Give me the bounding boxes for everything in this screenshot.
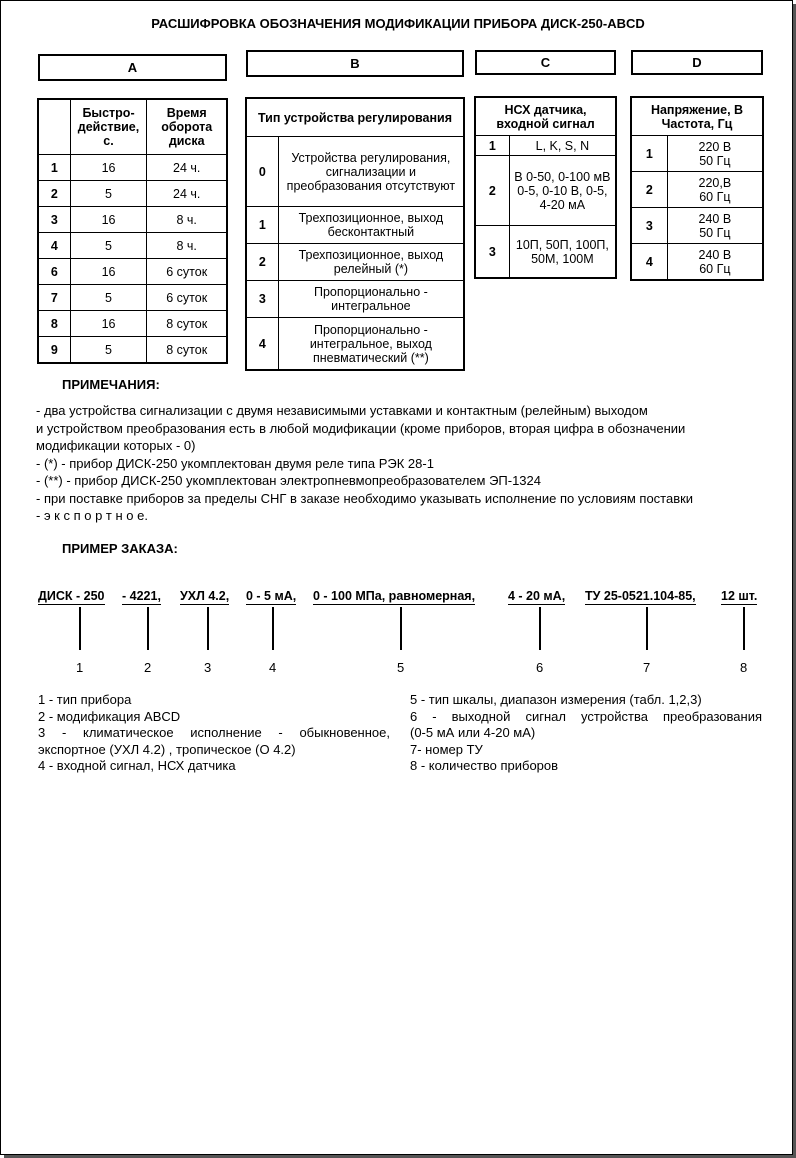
table-row xyxy=(476,156,616,226)
table-row xyxy=(632,208,763,244)
order-part-number: 8 xyxy=(740,660,748,675)
speed-cell: 16 xyxy=(70,259,147,285)
speed-cell: 5 xyxy=(70,181,147,207)
row-number: 4 xyxy=(39,233,71,259)
voltage-value: 240 В xyxy=(698,211,732,226)
legend-item: 3 - климатическое исполнение - обыкновенное, xyxy=(38,725,390,740)
legend-item: 2 - модификация ABCD xyxy=(38,708,181,724)
table-row xyxy=(39,207,227,233)
block-b-header: B xyxy=(246,50,464,77)
row-number: 7 xyxy=(39,285,71,311)
voltage-value: 220 В xyxy=(698,139,732,154)
table-row xyxy=(476,136,616,156)
notes-heading: ПРИМЕЧАНИЯ: xyxy=(62,377,160,392)
order-part-number: 7 xyxy=(643,660,651,675)
row-number: 2 xyxy=(476,156,510,226)
order-example xyxy=(0,589,796,609)
table-row xyxy=(39,155,227,181)
row-number: 1 xyxy=(632,136,668,172)
order-part-number: 3 xyxy=(204,660,212,675)
note-line: - (**) - прибор ДИСК-250 укомплектован электропневмопреобразователем ЭП-1324 xyxy=(36,473,542,488)
order-part: УХЛ 4.2, xyxy=(180,589,230,603)
table-row xyxy=(39,259,227,285)
page-title: РАСШИФРОВКА ОБОЗНАЧЕНИЯ МОДИФИКАЦИИ ПРИБОРА ДИСК-250-ABCD xyxy=(151,16,645,31)
speed-cell: 5 xyxy=(70,285,147,311)
row-number: 8 xyxy=(39,311,71,337)
table-c xyxy=(475,97,616,278)
order-pointer-line xyxy=(400,607,402,650)
row-number: 4 xyxy=(247,318,279,370)
order-pointer-line xyxy=(207,607,209,650)
type-cell: Пропорционально - интегральное xyxy=(278,281,463,318)
voltage-cell xyxy=(667,208,762,244)
row-number: 0 xyxy=(247,137,279,207)
table-row xyxy=(39,233,227,259)
order-part: ТУ 25-0521.104-85, xyxy=(585,589,696,603)
note-line: модификации которых - 0) xyxy=(36,438,196,453)
voltage-value: 220,В xyxy=(698,175,732,190)
signal-cell: 10П, 50П, 100П, 50М, 100М xyxy=(509,226,615,278)
table-d-title: Напряжение, В Частота, Гц xyxy=(632,98,763,136)
table-row xyxy=(247,207,464,244)
row-number: 3 xyxy=(247,281,279,318)
speed-cell: 16 xyxy=(70,207,147,233)
block-d-header: D xyxy=(631,50,763,75)
order-pointer-line xyxy=(79,607,81,650)
legend-item: 7- номер ТУ xyxy=(410,741,483,757)
frequency-value: 60 Гц xyxy=(699,189,731,204)
order-part-number: 2 xyxy=(144,660,152,675)
table-a xyxy=(38,99,227,363)
row-number: 1 xyxy=(247,207,279,244)
table-row xyxy=(247,137,464,207)
row-number: 9 xyxy=(39,337,71,363)
note-line: - э к с п о р т н о е. xyxy=(36,508,148,523)
table-row xyxy=(39,337,227,363)
table-row xyxy=(39,311,227,337)
frequency-value: 50 Гц xyxy=(699,225,731,240)
table-a-corner xyxy=(39,100,71,155)
type-cell: Устройства регулирования, сигнализации и преобразования отсутствуют xyxy=(278,137,463,207)
order-part-number: 5 xyxy=(397,660,405,675)
type-cell: Пропорционально - интегральное, выход пневматический (**) xyxy=(278,318,463,370)
speed-cell: 5 xyxy=(70,337,147,363)
row-number: 3 xyxy=(39,207,71,233)
order-part: ДИСК - 250 xyxy=(38,589,105,603)
row-number: 4 xyxy=(632,244,668,280)
signal-cell: B 0-50, 0-100 мВ 0-5, 0-10 В, 0-5, 4-20 мА xyxy=(509,156,615,226)
voltage-cell xyxy=(667,172,762,208)
table-row xyxy=(39,285,227,311)
time-cell: 6 суток xyxy=(147,285,227,311)
frequency-value: 50 Гц xyxy=(699,153,731,168)
time-cell: 24 ч. xyxy=(147,155,227,181)
order-pointer-line xyxy=(272,607,274,650)
frequency-value: 60 Гц xyxy=(699,261,731,276)
type-cell: Трехпозиционное, выход бесконтактный xyxy=(278,207,463,244)
legend-item: экспортное (УХЛ 4.2) , тропическое (О 4.2) xyxy=(38,741,296,757)
time-cell: 8 суток xyxy=(147,337,227,363)
table-row xyxy=(247,244,464,281)
speed-cell: 16 xyxy=(70,311,147,337)
speed-cell: 5 xyxy=(70,233,147,259)
time-cell: 6 суток xyxy=(147,259,227,285)
note-line: - (*) - прибор ДИСК-250 укомплектован двумя реле типа РЭК 28-1 xyxy=(36,455,434,471)
table-c-title: НСХ датчика, входной сигнал xyxy=(476,98,616,136)
table-d xyxy=(631,97,763,280)
legend-item: (0-5 мА или 4-20 мА) xyxy=(410,725,536,740)
table-row xyxy=(632,244,763,280)
table-row xyxy=(247,318,464,370)
legend-item: 1 - тип прибора xyxy=(38,692,132,707)
voltage-cell xyxy=(667,136,762,172)
time-cell: 8 ч. xyxy=(147,207,227,233)
note-line: - при поставке приборов за пределы СНГ в заказе необходимо указывать исполнение по условиям поставки xyxy=(36,490,694,506)
order-pointer-line xyxy=(743,607,745,650)
table-b xyxy=(246,98,464,370)
legend-item: 5 - тип шкалы, диапазон измерения (табл. 1,2,3) xyxy=(410,692,702,707)
time-cell: 8 ч. xyxy=(147,233,227,259)
order-part-number: 4 xyxy=(269,660,277,675)
block-c-header: C xyxy=(475,50,616,75)
row-number: 6 xyxy=(39,259,71,285)
table-row xyxy=(632,172,763,208)
legend-left xyxy=(38,692,390,775)
order-part: 12 шт. xyxy=(721,589,758,603)
table-row xyxy=(247,281,464,318)
row-number: 3 xyxy=(632,208,668,244)
order-part-number: 1 xyxy=(76,660,84,675)
table-b-title: Тип устройства регулирования xyxy=(247,99,464,137)
type-cell: Трехпозиционное, выход релейный (*) xyxy=(278,244,463,281)
legend-item: 8 - количество приборов xyxy=(410,758,559,773)
row-number: 1 xyxy=(476,136,510,156)
note-line: - два устройства сигнализации с двумя независимыми уставками и контактным (релейным) выходом xyxy=(36,403,648,418)
legend-item: 4 - входной сигнал, НСХ датчика xyxy=(38,758,236,773)
speed-cell: 16 xyxy=(70,155,147,181)
note-line: и устройством преобразования есть в любой модификации (кроме приборов, вторая цифра в обозначении xyxy=(36,420,686,436)
time-cell: 24 ч. xyxy=(147,181,227,207)
order-part-number: 6 xyxy=(536,660,544,675)
block-a-header: A xyxy=(38,54,227,81)
notes-list xyxy=(36,402,766,525)
row-number: 2 xyxy=(632,172,668,208)
table-row xyxy=(476,226,616,278)
order-heading: ПРИМЕР ЗАКАЗА: xyxy=(62,541,178,556)
table-a-col-time: Время оборота диска xyxy=(147,100,227,155)
order-part: - 4221, xyxy=(122,589,161,603)
order-part: 0 - 5 мА, xyxy=(246,589,297,603)
row-number: 2 xyxy=(247,244,279,281)
row-number: 3 xyxy=(476,226,510,278)
order-part: 0 - 100 МПа, равномерная, xyxy=(313,589,476,603)
order-pointer-line xyxy=(147,607,149,650)
order-pointer-line xyxy=(539,607,541,650)
row-number: 1 xyxy=(39,155,71,181)
legend-item: 6 - выходной сигнал устройства преобразования xyxy=(410,708,762,724)
order-pointer-line xyxy=(646,607,648,650)
row-number: 2 xyxy=(39,181,71,207)
table-row xyxy=(39,181,227,207)
legend-right xyxy=(410,692,762,775)
time-cell: 8 суток xyxy=(147,311,227,337)
signal-cell: L, K, S, N xyxy=(509,136,615,156)
voltage-cell xyxy=(667,244,762,280)
table-a-col-speed: Быстро-действие, с. xyxy=(70,100,147,155)
voltage-value: 240 В xyxy=(698,247,732,262)
order-part: 4 - 20 мА, xyxy=(508,589,566,603)
table-row xyxy=(632,136,763,172)
